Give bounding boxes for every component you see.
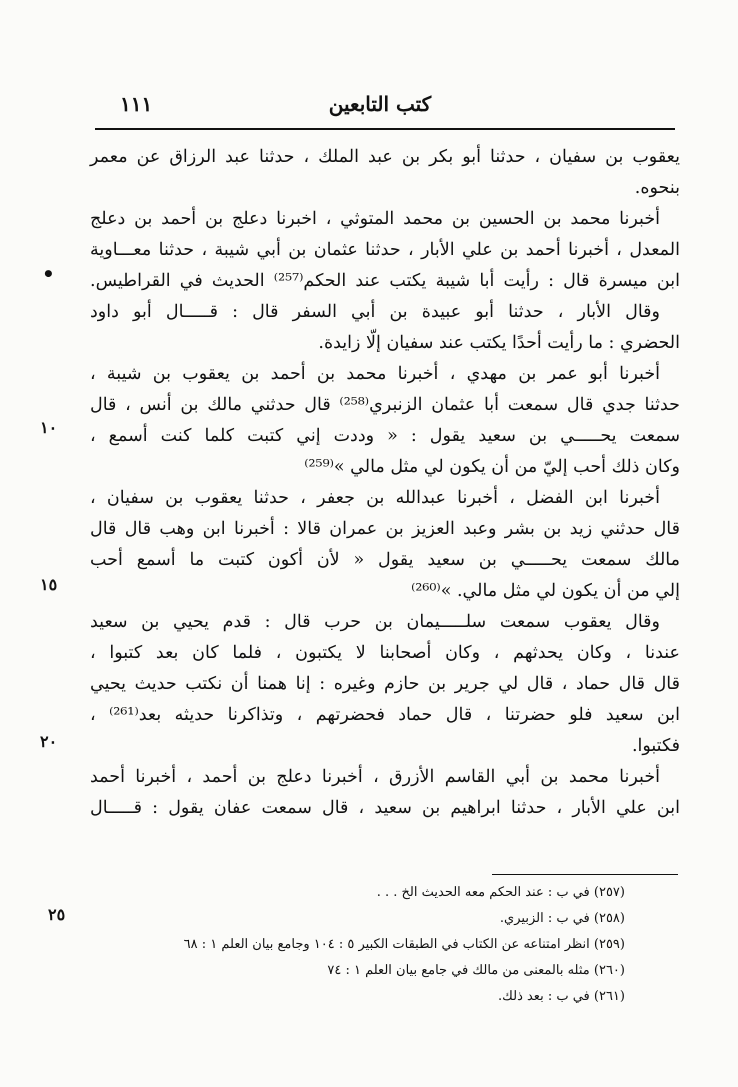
text-line: ابن علي الأبار ، حدثنا ابراهيم بن سعيد ، قال سمعت عفان يقول : قـــــال [90,798,680,818]
text-line: قال حدثني زيد بن بشر وعبد العزيز بن عمران قالا : أخبرنا ابن وهب قال قال [90,519,680,539]
page-header [95,90,665,124]
line-number-20: ٢٠ [40,732,58,751]
text-line: أخبرنا محمد بن أبي القاسم الأزرق ، أخبرنا دعلج بن أحمد ، أخبرنا أحمد [90,767,660,787]
text-line: ابن ميسرة قال : رأيت أبا شيبة يكتب عند الحكم⁽²⁵⁷⁾ الحديث في القراطيس. [90,271,680,291]
line-number-10: ١٠ [40,418,58,437]
text-line: حدثنا جدي قال سمعت أبا عثمان الزنبري⁽²⁵⁸⁾ قال حدثني مالك بن أنس ، قال [90,395,681,415]
line-number-15: ١٥ [40,575,58,594]
text-line: المعدل ، أخبرنا أحمد بن علي الأبار ، حدثنا عثمان بن أبي شيبة ، حدثنا معـــاوية [90,240,680,260]
footnote: (٢٥٨) في ب : الزبيري. [499,911,625,926]
text-line: بنحوه. [634,178,680,198]
page-number: ١١١ [120,92,153,116]
text-line: وقال الأبار ، حدثنا أبو عبيدة بن أبي السفر قال : قـــــال أبو داود [90,302,660,322]
text-line: أخبرنا أبو عمر بن مهدي ، أخبرنا محمد بن أحمد بن يعقوب بن شيبة ، [90,364,660,384]
text-line: سمعت يحـــــي بن سعيد يقول : « وددت إني كتبت كلما كنت أسمع ، [90,426,680,446]
text-line: أخبرنا ابن الفضل ، أخبرنا عبدالله بن جعفر ، حدثنا يعقوب بن سفيان ، [90,488,660,508]
text-line: وكان ذلك أحب إليّ من أن يكون لي مثل مالي »⁽²⁵⁹⁾ [304,457,680,477]
main-text [90,142,680,824]
footnote-rule [492,874,678,875]
footnotes [70,880,670,1010]
text-line: إلي من أن يكون لي مثل مالي. »⁽²⁶⁰⁾ [411,581,680,601]
text-line: ابن سعيد فلو حضرتنا ، قال حماد فحضرتهم ، وتذاكرنا حديثه بعد⁽²⁶¹⁾ ، [90,705,680,725]
text-line: أخبرنا محمد بن الحسين بن محمد المتوثي ، اخبرنا دعلج بن أحمد بن دعلج [90,209,660,229]
footnote: (٢٦٠) مثله بالمعنى من مالك في جامع بيان العلم ١ : ٧٤ [327,963,625,978]
text-line: مالك سمعت يحـــــي بن سعيد يقول « لأن أكون كتبت ما أسمع أحب [90,550,680,570]
line-number-25: ٢٥ [48,905,66,924]
margin-bullet: • [42,262,55,286]
text-line: يعقوب بن سفيان ، حدثنا أبو بكر بن عبد الملك ، حدثنا عبد الرزاق عن معمر [90,147,680,167]
text-line: قال قال حماد ، قال لي جرير بن حازم وغيره : إنا همنا أن نكتب حديث يحيي [90,674,680,694]
running-title: كتب التابعين [328,92,432,116]
text-line: فكتبوا. [631,736,680,756]
footnote: (٢٥٧) في ب : عند الحكم معه الحديث الخ . . . [376,885,625,900]
text-line: الحضري : ما رأيت أحدًا يكتب عند سفيان إلّا زايدة. [318,333,680,353]
text-line: وقال يعقوب سمعت سلـــــيمان بن حرب قال : قدم يحيي بن سعيد [90,612,660,632]
footnote: (٢٥٩) انظر امتناعه عن الكتاب في الطبقات الكبير ٥ : ١٠٤ وجامع بيان العلم ١ : ٦٨ [183,937,625,952]
header-rule [95,128,675,130]
footnote: (٢٦١) في ب : بعد ذلك. [498,989,625,1004]
text-line: عندنا ، وكان يحدثهم ، وكان أصحابنا لا يكتبون ، فلما كان بعد كتبوا ، [90,643,680,663]
